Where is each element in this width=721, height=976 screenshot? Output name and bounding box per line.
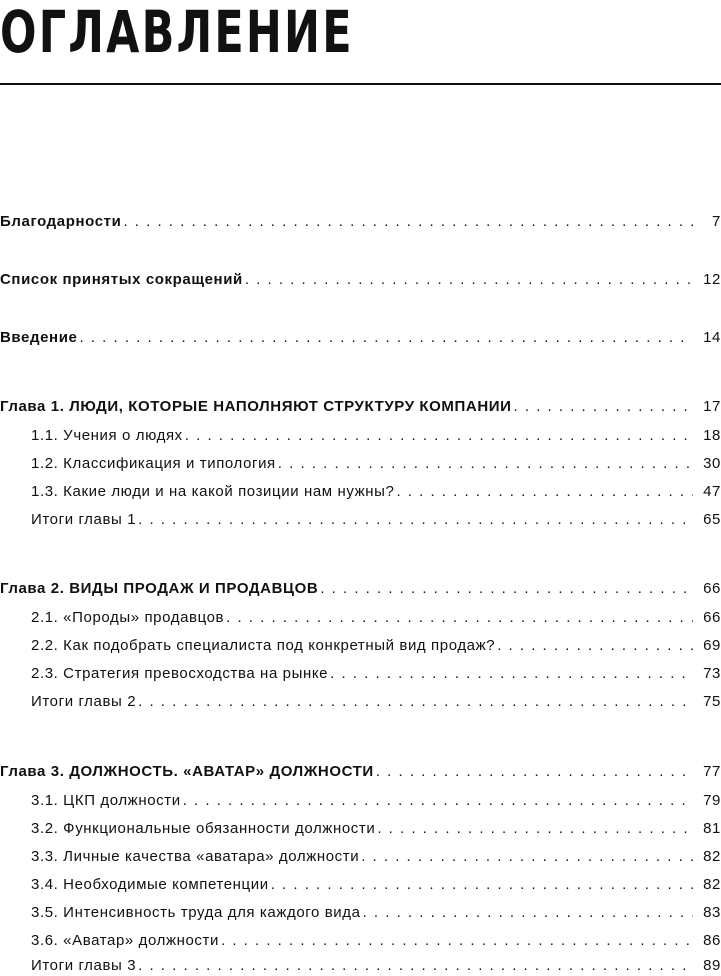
dot-leader: [226, 608, 693, 628]
page-title: ОГЛАВЛЕНИЕ: [0, 0, 354, 66]
dot-leader: [278, 454, 693, 474]
dot-leader: [221, 931, 693, 951]
toc-entry-title: Итоги главы 1: [31, 511, 137, 528]
toc-entry-title: 1.1. Учения о людях: [31, 427, 183, 444]
toc-entry-title: 3.1. ЦКП должности: [31, 792, 181, 809]
toc-entry-page: 82: [703, 876, 721, 893]
toc-entry-title: Список принятых сокращений: [0, 271, 243, 288]
dot-leader: [361, 847, 693, 867]
toc-entry-title: Итоги главы 3: [31, 957, 137, 974]
toc-entry: [0, 270, 721, 290]
toc-entry-title: 3.4. Необходимые компетенции: [31, 876, 269, 893]
toc-section: [0, 847, 721, 867]
toc-entry-title: Глава 2. ВИДЫ ПРОДАЖ И ПРОДАВЦОВ: [0, 580, 319, 597]
toc-entry-page: 69: [703, 637, 721, 654]
dot-leader: [245, 270, 693, 290]
dot-leader: [138, 692, 693, 712]
toc-section: [0, 664, 721, 684]
toc-chapter: [0, 762, 721, 782]
toc-section: [0, 454, 721, 474]
toc-section: [0, 819, 721, 839]
toc-entry-title: 2.1. «Породы» продавцов: [31, 609, 225, 626]
dot-leader: [330, 664, 693, 684]
toc-entry-page: 81: [703, 820, 721, 837]
toc-entry-title: 3.3. Личные качества «аватара» должности: [31, 848, 360, 865]
dot-leader: [514, 397, 693, 417]
toc-section: [0, 482, 721, 502]
toc-entry-title: Благодарности: [0, 213, 122, 230]
toc-entry-title: 3.6. «Аватар» должности: [31, 932, 219, 949]
toc-entry-page: 66: [703, 580, 721, 597]
dot-leader: [185, 426, 693, 446]
toc-entry-page: 47: [703, 483, 721, 500]
dot-leader: [138, 510, 693, 530]
toc-chapter: [0, 397, 721, 417]
toc-section: [0, 875, 721, 895]
toc-entry-title: 2.3. Стратегия превосходства на рынке: [31, 665, 329, 682]
dot-leader: [497, 636, 693, 656]
toc-entry-title: 3.5. Интенсивность труда для каждого вида: [31, 904, 361, 921]
dot-leader: [123, 212, 693, 232]
dot-leader: [396, 482, 693, 502]
toc-entry-page: 18: [703, 427, 721, 444]
toc-entry: [0, 212, 721, 232]
toc-entry-page: 66: [703, 609, 721, 626]
toc-section: [0, 636, 721, 656]
dot-leader: [271, 875, 693, 895]
toc-entry-page: 14: [703, 329, 721, 346]
toc-section: [0, 956, 721, 976]
dot-leader: [138, 956, 693, 976]
toc-section: [0, 510, 721, 530]
dot-leader: [377, 819, 693, 839]
toc-entry-page: 73: [703, 665, 721, 682]
toc-entry-page: 30: [703, 455, 721, 472]
toc-section: [0, 931, 721, 951]
toc-entry-page: 79: [703, 792, 721, 809]
toc-entry-title: 1.3. Какие люди и на какой позиции нам нужны?: [31, 483, 395, 500]
dot-leader: [183, 791, 693, 811]
toc-entry-title: Глава 1. ЛЮДИ, КОТОРЫЕ НАПОЛНЯЮТ СТРУКТУРУ КОМПАНИИ: [0, 398, 512, 415]
toc-entry-title: 3.2. Функциональные обязанности должности: [31, 820, 376, 837]
toc-section: [0, 608, 721, 628]
dot-leader: [320, 579, 693, 599]
toc-entry-title: Итоги главы 2: [31, 693, 137, 710]
toc-entry-page: 75: [703, 693, 721, 710]
dot-leader: [80, 328, 694, 348]
title-divider: [0, 83, 721, 85]
toc-section: [0, 903, 721, 923]
toc-entry-title: 1.2. Классификация и типология: [31, 455, 276, 472]
toc-entry-page: 7: [712, 213, 721, 230]
toc-entry-page: 77: [703, 763, 721, 780]
toc-entry-page: 65: [703, 511, 721, 528]
toc-section: [0, 791, 721, 811]
toc-entry: [0, 328, 721, 348]
toc-entry-title: 2.2. Как подобрать специалиста под конкретный вид продаж?: [31, 637, 496, 654]
toc-section: [0, 426, 721, 446]
toc-entry-page: 89: [703, 957, 721, 974]
toc-entry-page: 82: [703, 848, 721, 865]
dot-leader: [363, 903, 693, 923]
toc-entry-page: 86: [703, 932, 721, 949]
toc-entry-page: 12: [703, 271, 721, 288]
toc-chapter: [0, 579, 721, 599]
dot-leader: [376, 762, 693, 782]
toc-entry-page: 17: [703, 398, 721, 415]
toc-entry-title: Глава 3. ДОЛЖНОСТЬ. «АВАТАР» ДОЛЖНОСТИ: [0, 763, 374, 780]
toc-entry-page: 83: [703, 904, 721, 921]
toc-section: [0, 692, 721, 712]
toc-entry-title: Введение: [0, 329, 78, 346]
